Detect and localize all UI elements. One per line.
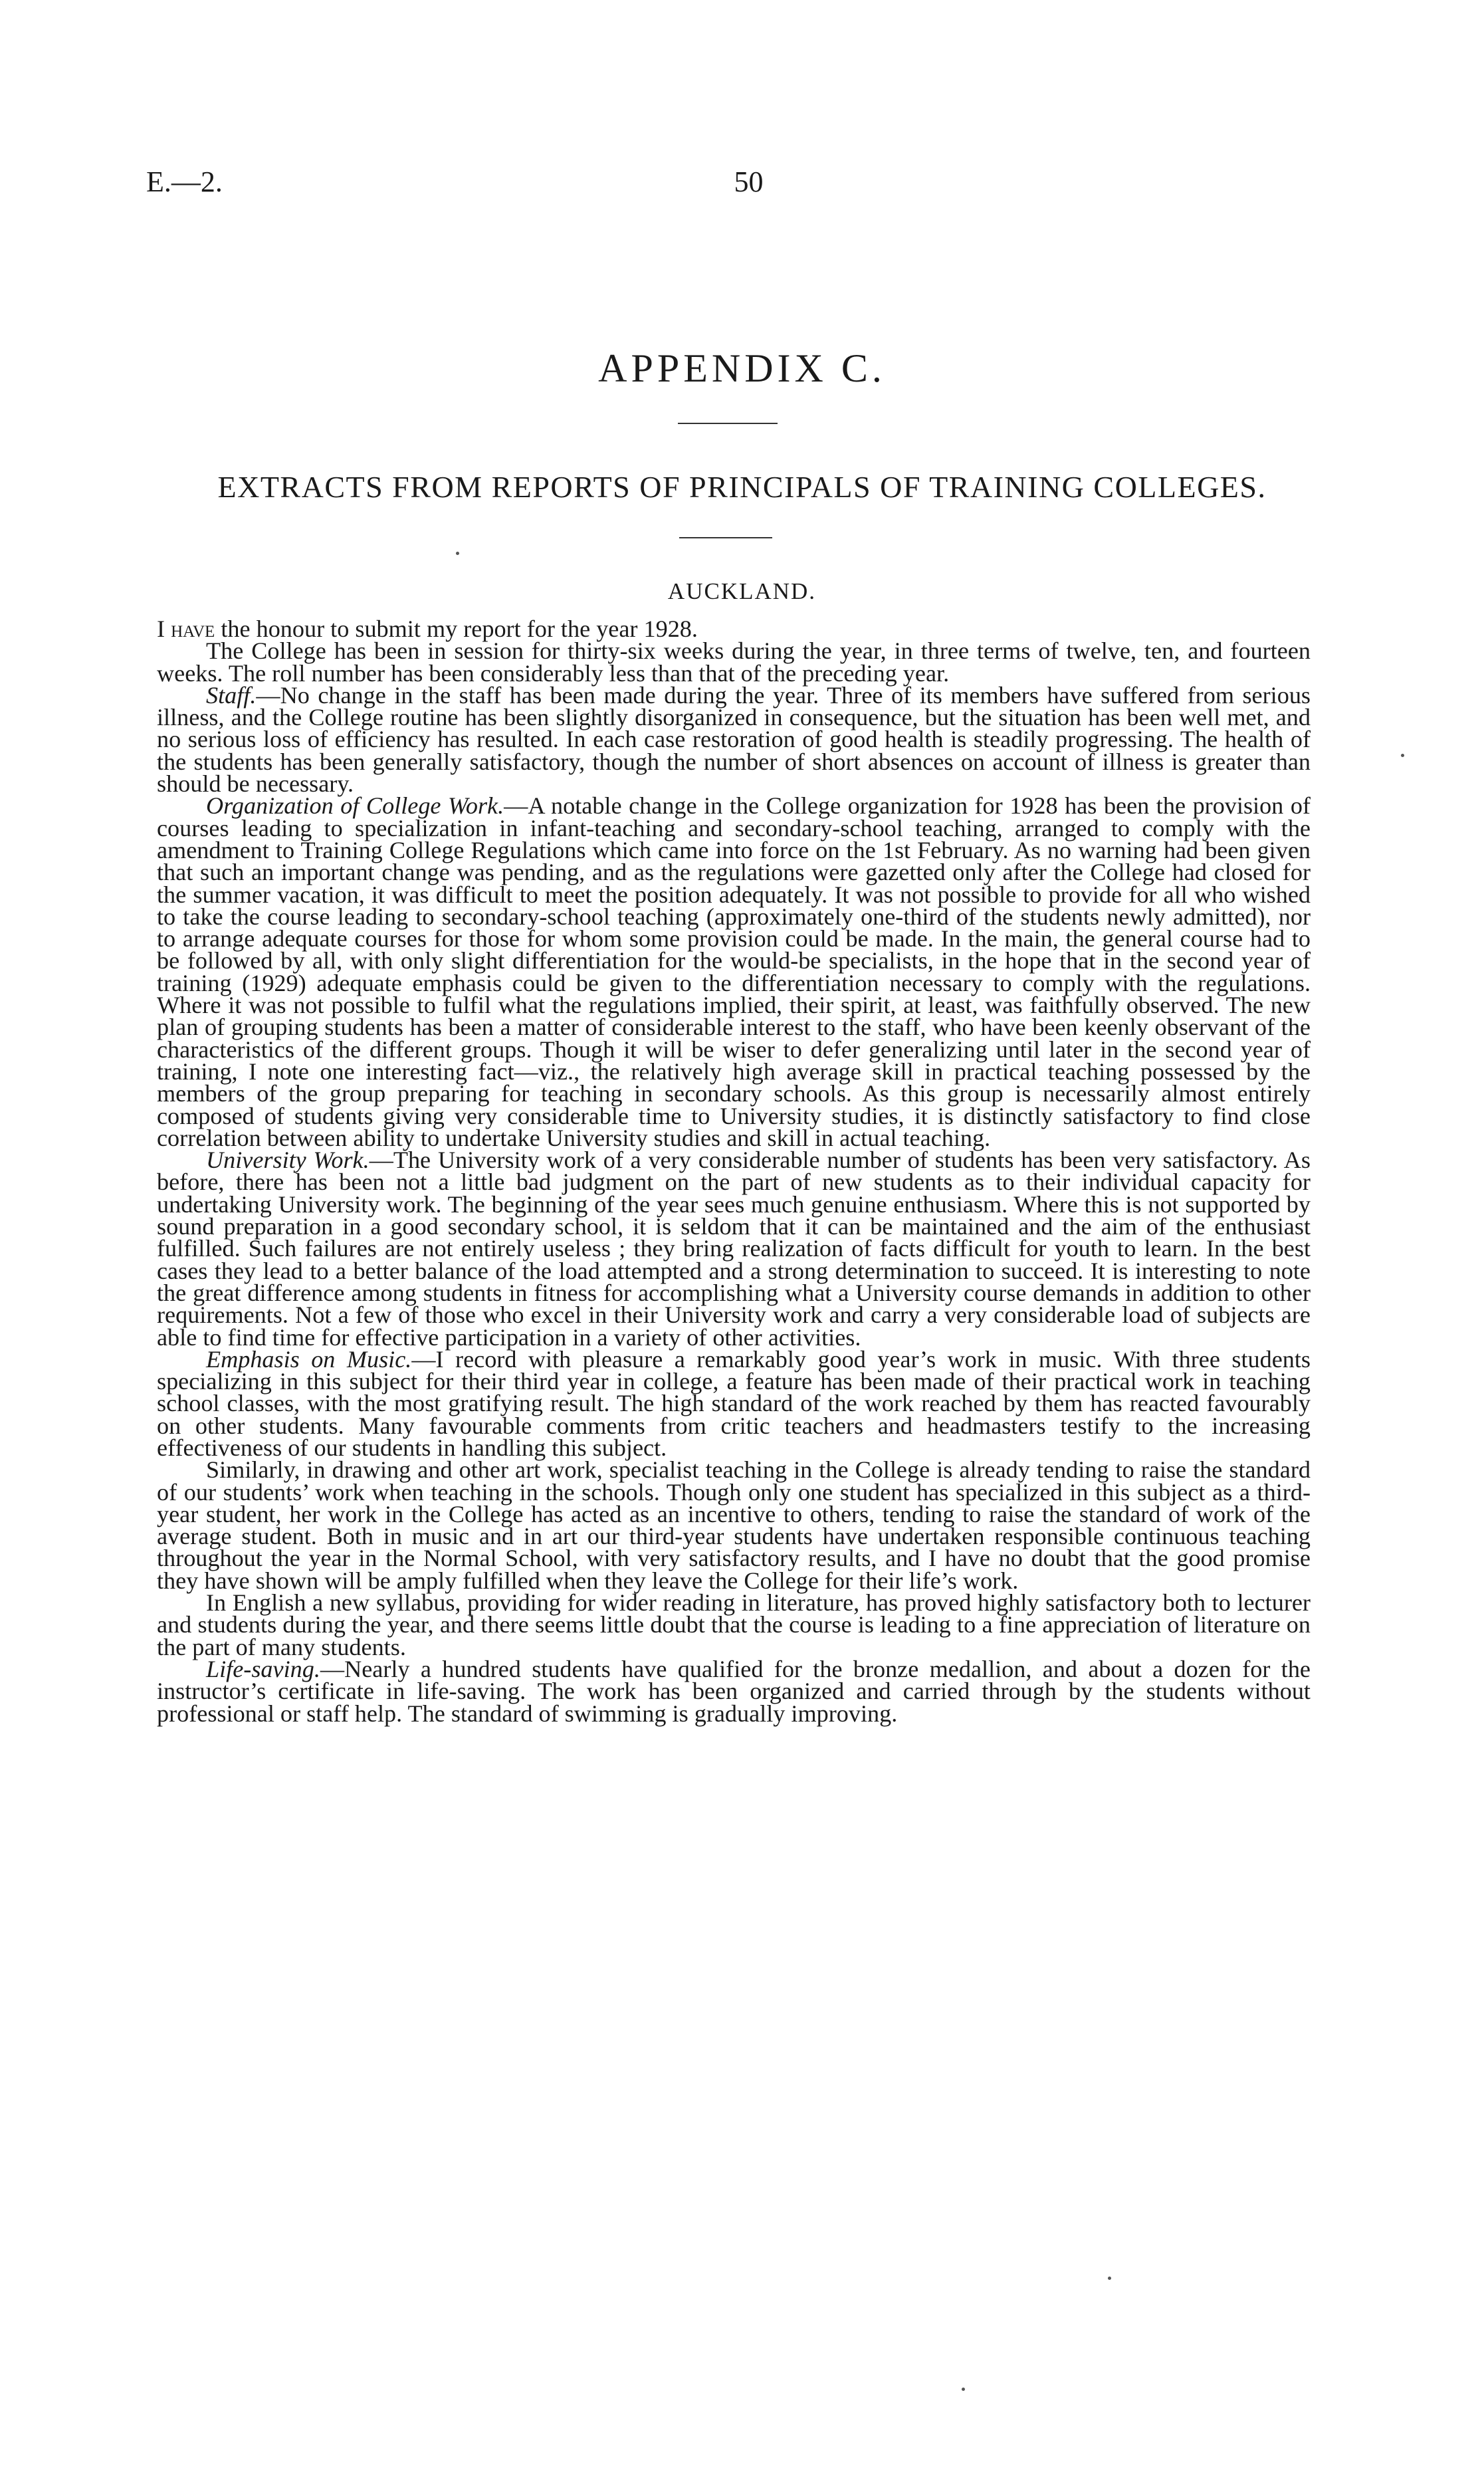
running-header: [146, 165, 1351, 205]
paragraph-session: [157, 637, 1311, 687]
report-body: [157, 618, 1311, 1725]
paragraph-text: —A notable change in the College organization for 1928 has been the provision of courses leading to specialization in infant-teaching and secondary-school teaching, arranged to comply with the amendment to Training College Regulations which came into force on the 1st February. As no warning had been given that such an important change was pending, and as the regulations were gazetted only after the College had closed for the summer vacation, it was difficult to meet the position adequately. It was not possible to provide for all who wished to take the course leading to secondary-school teaching (approximately one-third of the students newly admitted), nor to arrange adequate courses for those for whom some provision could be made. In the main, the general course had to be followed by all, with only slight differentiation for the would-be specialists, in the hope that in the second year of training (1929) adequate emphasis could be given to the differentiation necessary to comply with the regulations. Where it was not possible to fulfil what the regulations implied, their spirit, at least, was faithfully observed. The new plan of grouping students has been a matter of considerable interest to the staff, who have been keenly observant of the characteristics of the different groups. Though it will be wiser to defer generalizing until later in the second year of training, I note one interesting fact—viz., the relatively high average skill in practical teaching possessed by the members of the group preparing for teaching in secondary schools. As this group is necessarily almost entirely composed of students giving very considerable time to University studies, it is distinctly satisfactory to find close correlation between ability to undertake University studies and skill in actual teaching.: [157, 792, 1311, 1151]
paragraph-text: Similarly, in drawing and other art work, specialist teaching in the College is already tending to raise the standard of our students’ work when teaching in the schools. Though only one student has specialized in this subject as a third-year student, her work in the College has acted as an incentive to others, tending to raise the standard of work of the average student. Both in music and in art our third-year students have undertaken responsible continuous teaching throughout the year in the Normal School, with very satisfactory results, and I have no doubt that the good promise they have shown will be amply fulfilled when they leave the College for their life’s work.: [157, 1456, 1311, 1594]
college-heading: AUCKLAND.: [667, 578, 817, 604]
paragraph-heading: Life-saving.: [206, 1655, 320, 1682]
paragraph-heading: University Work.: [206, 1147, 370, 1174]
section-divider: [679, 537, 772, 538]
opening-smallcaps: I have: [157, 616, 215, 642]
paragraph-english: [157, 1589, 1311, 1660]
print-speck: [962, 2388, 965, 2391]
paragraph-art: [157, 1456, 1311, 1594]
paragraph-text: —I record with pleasure a remarkably good year’s work in music. With three students specializing in this subject for their third year in college, a feature has been made of their practical work in teaching school classes, with the most gratifying result. The high standard of the work reached by them has reacted favourably on other students. Many favourable comments from critic teachers and headmasters testify to the increasing effectiveness of our students in handling this subject.: [157, 1345, 1311, 1461]
paragraph-opening: [157, 618, 1311, 640]
print-speck: [1108, 2277, 1111, 2280]
document-reference: E.—2.: [146, 166, 223, 198]
paragraph-staff: [157, 681, 1311, 798]
appendix-title: APPENDIX C.: [598, 346, 886, 390]
page-number: 50: [734, 166, 764, 198]
paragraph-text: —No change in the staff has been made during the year. Three of its members have suffered from serious illness, and the College routine has been slightly disorganized in consequence, but the situation has been well met, and no serious loss of efficiency has resulted. In each case restoration of good health is steadily progressing. The health of the students has been generally satisfactory, though the number of short absences on account of illness is greater than should be necessary.: [157, 681, 1311, 798]
paragraph-text: In English a new syllabus, providing for wider reading in literature, has proved highly satisfactory both to lecturer and students during the year, and there seems little doubt that the course is leading to a fine appreciation of literature on the part of many students.: [157, 1589, 1311, 1660]
print-speck: [1401, 754, 1404, 757]
section-title: EXTRACTS FROM REPORTS OF PRINCIPALS OF TRAINING COLLEGES.: [217, 470, 1267, 504]
paragraph-text: —Nearly a hundred students have qualified for the bronze medallion, and about a dozen for the instructor’s certificate in life-saving. The work has been organized and carried through by the students without professional or staff help. The standard of swimming is gradually improving.: [157, 1655, 1311, 1727]
paragraph-heading: Emphasis on Music.: [206, 1345, 412, 1373]
paragraph-text: the honour to submit my report for the year 1928.: [215, 616, 698, 642]
paragraph-text: —The University work of a very considerable number of students has been very satisfactory. As before, there has been not a little bad judgment on the part of new students as to their individual capacity for undertaking University work. The beginning of the year sees much genuine enthusiasm. Where this is not supported by sound preparation in a good secondary school, it is seldom that it can be maintained and the aim of the enthusiast fulfilled. Such failures are not entirely useless ; they bring realization of facts difficult for youth to learn. In the best cases they lead to a better balance of the load attempted and a strong determination to succeed. It is interesting to note the great difference among students in fitness for accomplishing what a University course demands in addition to other requirements. Not a few of those who excel in their University work and carry a very considerable load of subjects are able to find time for effective participation in a variety of other activities.: [157, 1147, 1311, 1351]
title-divider: [678, 423, 778, 424]
paragraph-university-work: [157, 1149, 1311, 1349]
paragraph-heading: Staff.: [206, 681, 257, 709]
paragraph-text: The College has been in session for thirty-six weeks during the year, in three terms of twelve, ten, and fourteen weeks. The roll number has been considerably less than that of the preceding year.: [157, 637, 1311, 687]
paragraph-music: [157, 1345, 1311, 1461]
print-speck: [456, 552, 459, 555]
paragraph-organization: [157, 792, 1311, 1151]
paragraph-heading: Organization of College Work.: [206, 792, 504, 820]
paragraph-life-saving: [157, 1655, 1311, 1727]
